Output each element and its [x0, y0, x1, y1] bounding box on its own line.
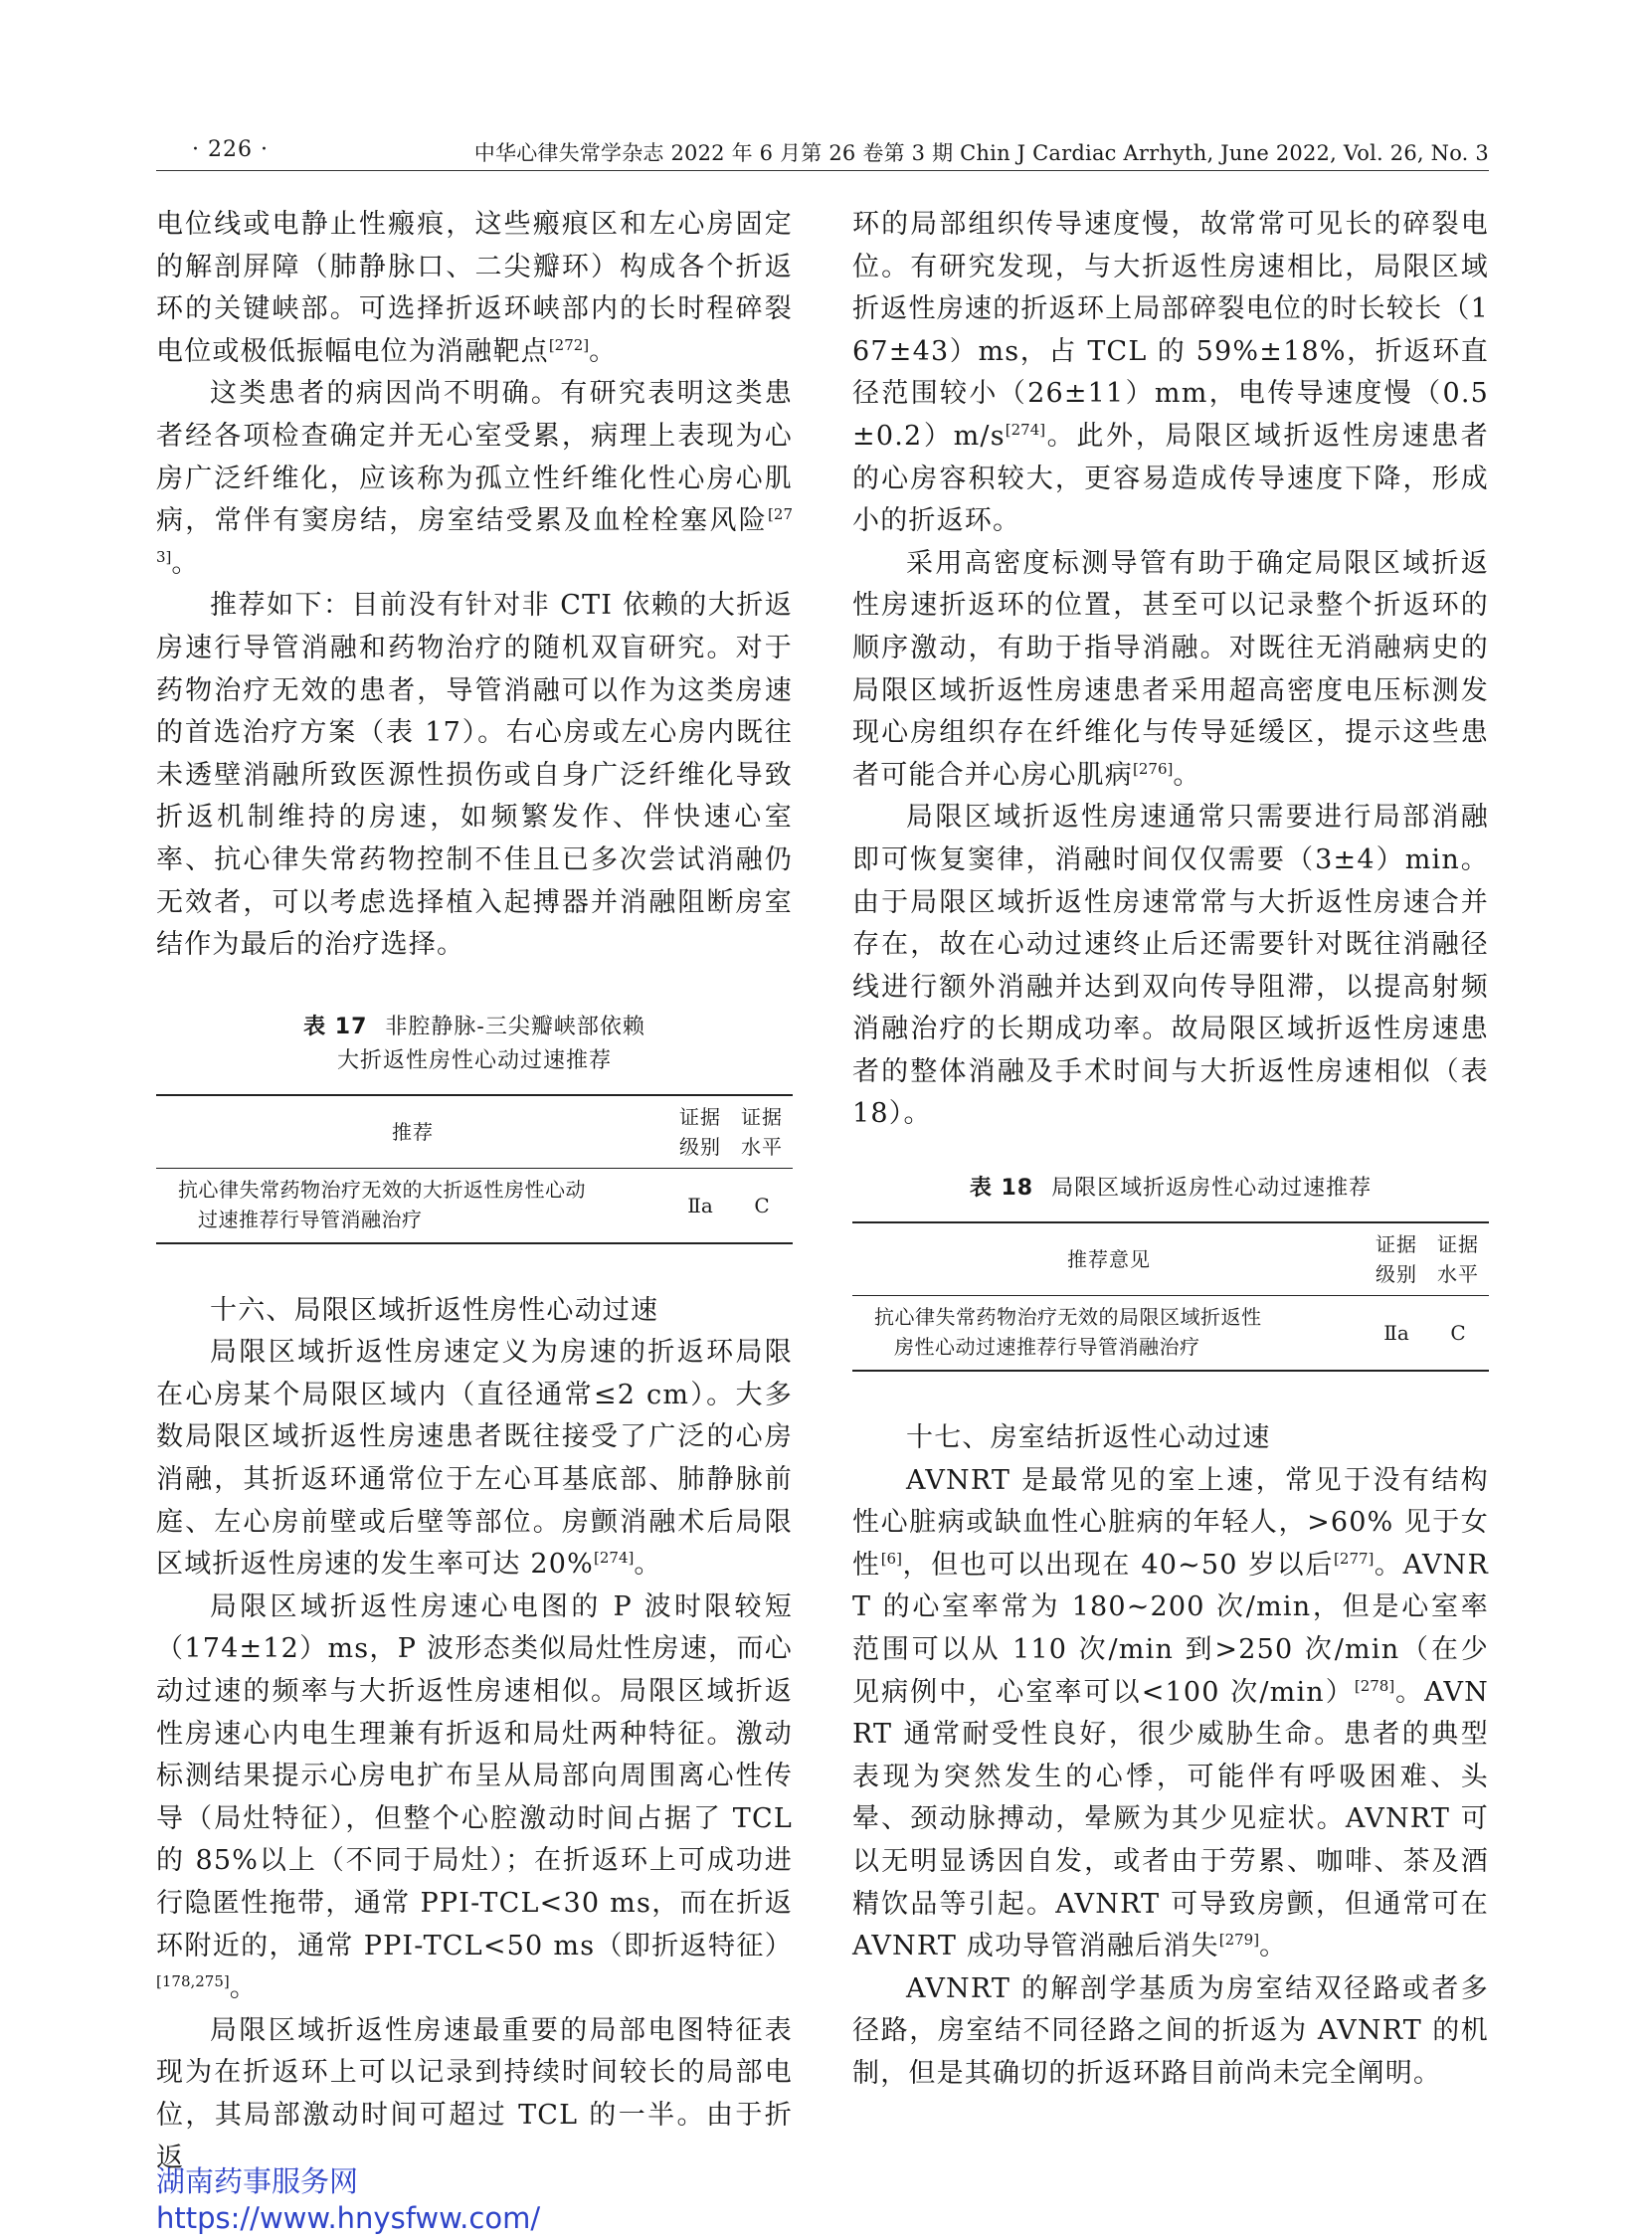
- column-header-recommendation: 推荐: [392, 1119, 434, 1144]
- section-heading: 十六、局限区域折返性房性心动过速: [210, 1294, 659, 1326]
- column-header-recommendation: 推荐意见: [1067, 1247, 1151, 1272]
- running-header: [156, 137, 1489, 171]
- journal-citation: 中华心律失常学杂志 2022 年 6 月第 26 卷第 3 期 Chin J Cardiac Arrhyth, June 2022, Vol. 26, No. 3: [473, 141, 1489, 165]
- paragraph: 局限区域折返性房速定义为房速的折返环局限在心房某个局限区域内（直径通常≤2 cm）。大多数局限区域折返性房速患者既往接受了广泛的心房消融，其折返环通常位于左心耳基底部、肺静脉前庭、左心房前壁或后壁等部位。房颤消融术后局限区域折返性房速的发生率可达 20%[274]。: [156, 1337, 793, 1581]
- table-18: [852, 1172, 1489, 1372]
- table-caption: 表 18 局限区域折返房性心动过速推荐: [969, 1176, 1373, 1202]
- column-header-grade: 证据 水平: [741, 1104, 783, 1159]
- table-row: [852, 1296, 1489, 1372]
- watermark-name: 湖南药事服务网: [156, 2164, 359, 2198]
- watermark: [156, 2163, 540, 2237]
- column-header-level: 证据 级别: [679, 1104, 721, 1159]
- table-caption: 表 17 非腔静脉-三尖瓣峡部依赖: [303, 1014, 645, 1039]
- table-cell-text: 抗心律失常药物治疗无效的大折返性房性心动 过速推荐行导管消融治疗: [178, 1177, 586, 1231]
- paragraph: AVNRT 是最常见的室上速，常见于没有结构性心脏病或缺血性心脏病的年轻人，>60% 见于女性[6]，但也可以出现在 40~50 岁以后[277]。AVNRT 的心室率常为 180~200 次/min，但是心室率范围可以从 110 次/min 到>250 次/min（在少见病例中，心室率可以<100 次/min）[278]。AVNRT 通常耐受性良好，很少威胁生命。患者的典型表现为突然发生的心悸，可能伴有呼吸困难、头晕、颈动脉搏动，晕厥为其少见症状。AVNRT 可以无明显诱因自发，或者由于劳累、咖啡、茶及酒精饮品等引起。AVNRT 可导致房颤，但通常可在 AVNRT 成功导管消融后消失[279]。: [852, 1464, 1490, 1962]
- paragraph: 环的局部组织传导速度慢，故常常可见长的碎裂电位。有研究发现，与大折返性房速相比，局限区域折返性房速的折返环上局部碎裂电位的时长较长（167±43）ms，占 TCL 的 59%±18%，折返环直径范围较小（26±11）mm，电传导速度慢（0.5±0.2）m/s[274]。此外，局限区域折返性房速患者的心房容积较大，更容易造成传导速度下降，形成小的折返环。: [852, 209, 1490, 537]
- paragraph: 采用高密度标测导管有助于确定局限区域折返性房速折返环的位置，甚至可以记录整个折返环的顺序激动，有助于指导消融。对既往无消融病史的局限区域折返性房速患者采用超高密度电压标测发现心房组织存在纤维化与传导延缓区，提示这些患者可能合并心房心肌病[276]。: [852, 547, 1489, 791]
- paragraph: 电位线或电静止性瘢痕，这些瘢痕区和左心房固定的解剖屏障（肺静脉口、二尖瓣环）构成各个折返环的关键峡部。可选择折返环峡部内的长时程碎裂电位或极低振幅电位为消融靶点[272]。: [156, 209, 793, 367]
- paragraph: AVNRT 的解剖学基质为房室结双径路或者多径路，房室结不同径路之间的折返为 AVNRT 的机制，但是其确切的折返环路目前尚未完全阐明。: [852, 1972, 1489, 2089]
- recommendation-table: [156, 1094, 793, 1244]
- column-header-grade: 证据 水平: [1437, 1232, 1479, 1287]
- column-header-level: 证据 级别: [1376, 1232, 1417, 1287]
- table-cell-level: Ⅱa: [1383, 1321, 1409, 1346]
- table-17: [156, 1011, 793, 1244]
- table-caption-line2: 大折返性房性心动过速推荐: [336, 1047, 612, 1073]
- paragraph: 局限区域折返性房速通常只需要进行局部消融即可恢复窦律，消融时间仅仅需要（3±4）min。由于局限区域折返性房速常常与大折返性房速合并存在，故在心动过速终止后还需要针对既往消融径线进行额外消融并达到双向传导阻滞，以提高射频消融治疗的长期成功率。故局限区域折返性房速患者的整体消融及手术时间与大折返性房速相似（表 18）。: [852, 802, 1489, 1130]
- table-row: [156, 1168, 793, 1243]
- paragraph: 这类患者的病因尚不明确。有研究表明这类患者经各项检查确定并无心室受累，病理上表现为心房广泛纤维化，应该称为孤立性纤维化性心房心肌病，常伴有窦房结，房室结受累及血栓栓塞风险[273]。: [156, 378, 793, 579]
- paragraph: 局限区域折返性房速最重要的局部电图特征表现为在折返环上可以记录到持续时间较长的局部电位，其局部激动时间可超过 TCL 的一半。由于折返: [156, 2014, 793, 2173]
- table-cell-level: Ⅱa: [687, 1193, 713, 1217]
- paragraph: 推荐如下：目前没有针对非 CTI 依赖的大折返房速行导管消融和药物治疗的随机双盲研究。对于药物治疗无效的患者，导管消融可以作为这类房速的首选治疗方案（表 17）。右心房或左心房内既往未透壁消融所致医源性损伤或自身广泛纤维化导致折返机制维持的房速，如频繁发作、伴快速心室率、抗心律失常药物控制不佳且已多次尝试消融仍无效者，可以考虑选择植入起搏器并消融阻断房室结作为最后的治疗选择。: [156, 590, 793, 961]
- recommendation-table: [852, 1221, 1489, 1372]
- table-cell-text: 抗心律失常药物治疗无效的局限区域折返性 房性心动过速推荐行导管消融治疗: [874, 1305, 1262, 1360]
- table-cell-grade: C: [754, 1193, 770, 1217]
- right-column: [852, 204, 1489, 2096]
- watermark-url[interactable]: https://www.hnysfww.com/: [156, 2201, 541, 2235]
- table-cell-grade: C: [1450, 1321, 1466, 1346]
- paragraph: 局限区域折返性房速心电图的 P 波时限较短（174±12）ms，P 波形态类似局灶性房速，而心动过速的频率与大折返性房速相似。局限区域折返性房速心内电生理兼有折返和局灶两种特征。激动标测结果提示心房电扩布呈从局部向周围离心性传导（局灶特征），但整个心腔激动时间占据了 TCL 的 85%以上（不同于局灶）；在折返环上可成功进行隐匿性拖带，通常 PPI-TCL<30 ms，而在折返环附近的，通常 PPI-TCL<50 ms（即折返特征）[178,275]。: [156, 1590, 793, 2004]
- page-number: · 226 ·: [192, 137, 269, 162]
- section-heading: 十七、房室结折返性心动过速: [906, 1422, 1271, 1454]
- left-column: [156, 204, 793, 2179]
